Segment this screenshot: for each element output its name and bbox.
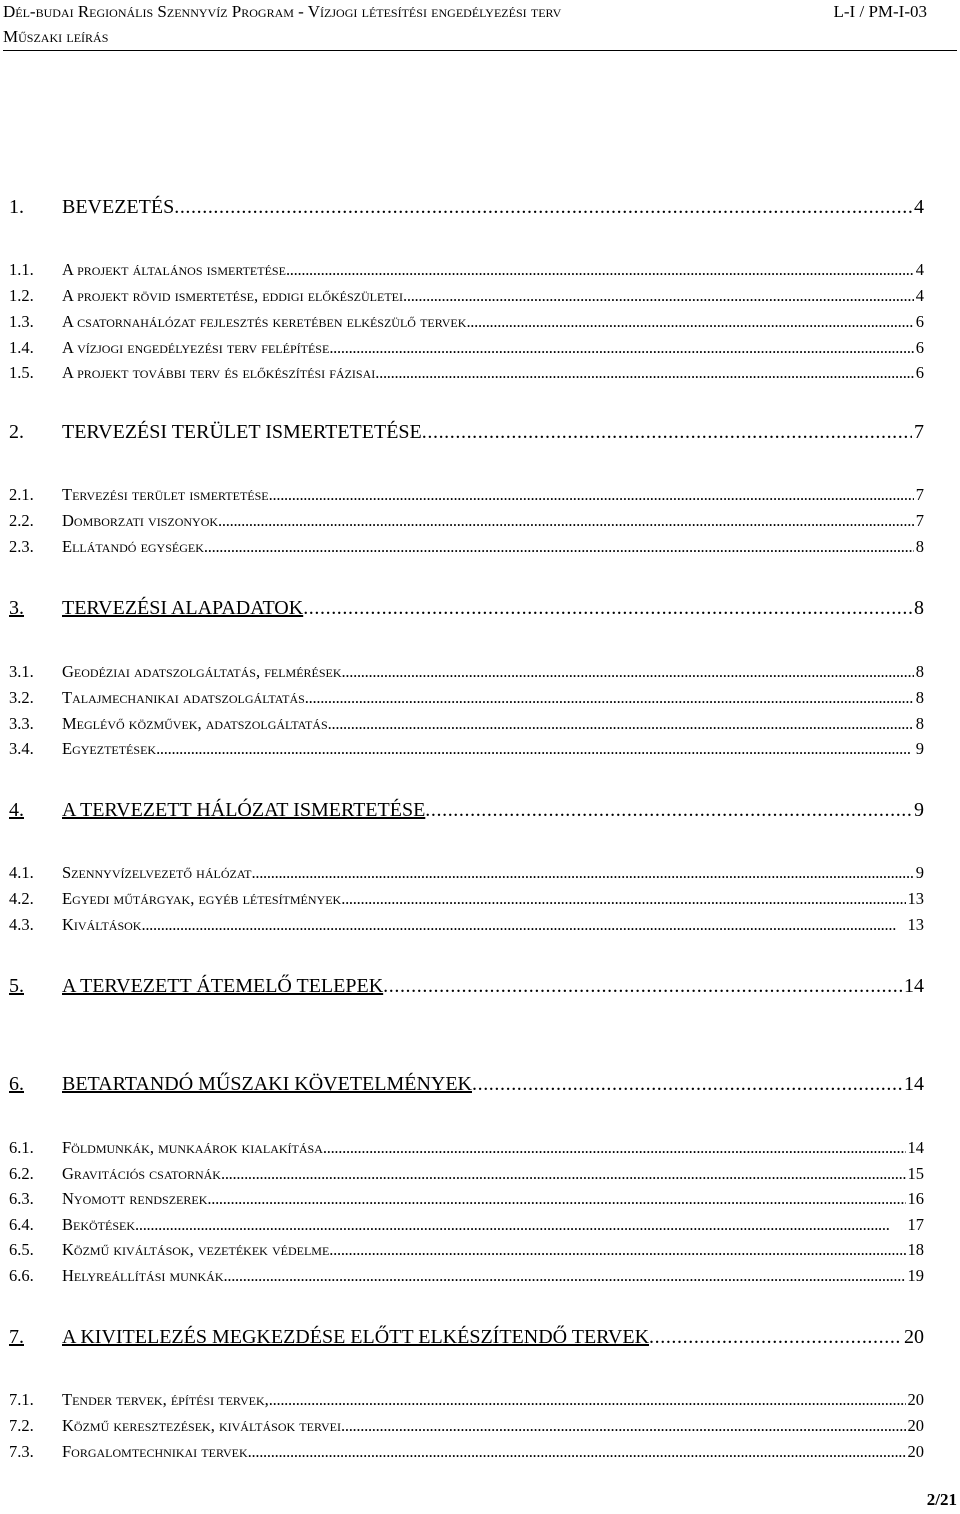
toc-leader	[323, 1138, 906, 1158]
toc-entry-6-1[interactable]	[9, 1138, 924, 1158]
toc-page: 8	[915, 714, 924, 733]
toc-title: TERVEZÉSI ALAPADATOK	[62, 597, 304, 619]
toc-title: Domborzati viszonyok	[62, 511, 219, 530]
toc-entry-7-3[interactable]	[9, 1442, 924, 1462]
toc-leader	[218, 511, 914, 531]
toc-entry-7-2[interactable]	[9, 1416, 924, 1436]
toc-title: Helyreállítási munkák	[62, 1266, 224, 1285]
toc-title: Forgalomtechnikai tervek	[62, 1442, 248, 1461]
toc-entry-6-6[interactable]	[9, 1266, 924, 1286]
toc-number: 1.4.	[9, 338, 34, 357]
toc-entry-2[interactable]	[9, 421, 924, 444]
toc-page: 4	[915, 260, 924, 279]
toc-entry-3-1[interactable]	[9, 662, 924, 682]
toc-number: 4.3.	[9, 915, 34, 934]
toc-leader	[329, 1240, 905, 1260]
toc-leader	[286, 260, 914, 280]
toc-title: Földmunkák, munkaárok kialakítása	[62, 1138, 323, 1157]
toc-entry-4[interactable]	[9, 799, 924, 822]
toc-title: A projekt rövid ismertetése, eddigi előkészületei	[62, 286, 403, 305]
toc-number: 3.	[9, 597, 24, 619]
toc-page: 14	[904, 1073, 924, 1095]
toc-entry-1[interactable]	[9, 196, 924, 219]
toc-number: 1.5.	[9, 363, 34, 382]
toc-title: Gravitációs csatornák	[62, 1164, 221, 1183]
toc-entry-1-4[interactable]	[9, 338, 924, 358]
toc-leader	[383, 975, 902, 998]
toc-entry-2-2[interactable]	[9, 511, 924, 531]
toc-leader	[466, 312, 913, 332]
toc-title: Geodéziai adatszolgáltatás, felmérések	[62, 662, 342, 681]
toc-page: 8	[915, 688, 924, 707]
toc-leader	[472, 1073, 902, 1096]
toc-leader	[375, 363, 914, 383]
toc-entry-3[interactable]	[9, 597, 924, 620]
page-number: 2/21	[926, 1490, 957, 1509]
toc-number: 7.2.	[9, 1416, 34, 1435]
toc-entry-6-4[interactable]	[9, 1215, 924, 1235]
toc-page: 18	[907, 1240, 924, 1259]
toc-leader	[135, 1215, 906, 1235]
toc-page: 9	[915, 863, 924, 882]
toc-title: Közmű kiváltások, vezetékek védelme	[62, 1240, 330, 1259]
toc-number: 3.1.	[9, 662, 34, 681]
toc-number: 7.	[9, 1326, 24, 1348]
toc-page: 20	[907, 1416, 924, 1435]
toc-page: 6	[915, 338, 924, 357]
toc-number: 3.3.	[9, 714, 34, 733]
toc-page: 8	[915, 537, 924, 556]
toc-number: 3.2.	[9, 688, 34, 707]
toc-page: 13	[907, 915, 924, 934]
toc-leader	[224, 1266, 906, 1286]
toc-title: Meglévő közművek, adatszolgáltatás	[62, 714, 328, 733]
toc-page: 14	[907, 1138, 924, 1157]
toc-entry-6-5[interactable]	[9, 1240, 924, 1260]
toc-number: 7.1.	[9, 1390, 34, 1409]
toc-entry-3-3[interactable]	[9, 714, 924, 734]
toc-title: Egyeztetések	[62, 739, 157, 758]
toc-leader	[425, 799, 912, 822]
toc-entry-4-1[interactable]	[9, 863, 924, 883]
toc-number: 3.4.	[9, 739, 34, 758]
toc-page: 19	[907, 1266, 924, 1285]
toc-leader	[422, 421, 912, 444]
toc-page: 6	[915, 363, 924, 382]
toc-entry-6-3[interactable]	[9, 1189, 924, 1209]
toc-title: Tender tervek, építési tervek,	[62, 1390, 269, 1409]
toc-number: 1.1.	[9, 260, 34, 279]
toc-title: A TERVEZETT HÁLÓZAT ISMERTETÉSE	[62, 799, 426, 821]
toc-title: A projekt általános ismertetése	[62, 260, 286, 279]
toc-leader	[341, 1416, 906, 1436]
toc-number: 6.	[9, 1073, 24, 1095]
toc-leader	[305, 688, 914, 708]
toc-page: 8	[915, 662, 924, 681]
toc-number: 6.1.	[9, 1138, 34, 1157]
toc-page: 7	[914, 421, 924, 443]
toc-number: 1.	[9, 196, 24, 218]
toc-entry-1-3[interactable]	[9, 312, 924, 332]
toc-entry-5[interactable]	[9, 975, 924, 998]
header-document-code: L-I / PM-I-03	[833, 2, 927, 21]
toc-entry-2-3[interactable]	[9, 537, 924, 557]
toc-entry-3-4[interactable]	[9, 739, 924, 759]
toc-leader	[204, 537, 914, 557]
toc-entry-4-3[interactable]	[9, 915, 924, 935]
toc-number: 2.	[9, 421, 24, 443]
toc-page: 7	[915, 485, 924, 504]
header-subtitle: Műszaki leírás	[3, 27, 957, 51]
toc-page: 9	[915, 739, 924, 758]
toc-page: 6	[915, 312, 924, 331]
toc-number: 2.3.	[9, 537, 34, 556]
toc-leader	[156, 739, 914, 759]
toc-number: 6.2.	[9, 1164, 34, 1183]
toc-leader	[269, 485, 914, 505]
toc-leader	[207, 1189, 905, 1209]
toc-title: Talajmechanikai adatszolgáltatás	[62, 688, 305, 707]
toc-number: 5.	[9, 975, 24, 997]
toc-leader	[269, 1390, 906, 1410]
toc-number: 6.3.	[9, 1189, 34, 1208]
toc-leader	[341, 889, 905, 909]
toc-title: A projekt további terv és előkészítési fázisai	[62, 363, 376, 382]
toc-leader	[329, 338, 913, 358]
running-header	[3, 2, 957, 22]
toc-entry-6-2[interactable]	[9, 1164, 924, 1184]
toc-leader	[342, 662, 914, 682]
toc-leader	[252, 863, 914, 883]
toc-number: 6.5.	[9, 1240, 34, 1259]
toc-page: 20	[907, 1390, 924, 1409]
toc-page: 16	[907, 1189, 924, 1208]
toc-title: Nyomott rendszerek	[62, 1189, 208, 1208]
toc-page: 7	[915, 511, 924, 530]
toc-page: 20	[907, 1442, 924, 1461]
toc-title: A KIVITELEZÉS MEGKEZDÉSE ELŐTT ELKÉSZÍTENDŐ TERVEK	[62, 1326, 650, 1348]
toc-entry-7-1[interactable]	[9, 1390, 924, 1410]
toc-leader	[328, 714, 914, 734]
toc-title: Bekötések	[62, 1215, 135, 1234]
toc-page: 14	[904, 975, 924, 997]
toc-title: A csatornahálózat fejlesztés keretében elkészülő tervek	[62, 312, 467, 331]
toc-leader	[141, 915, 905, 935]
toc-entry-2-1[interactable]	[9, 485, 924, 505]
toc-title: TERVEZÉSI TERÜLET ISMERTETETÉSE	[62, 421, 422, 443]
toc-leader	[649, 1326, 902, 1349]
toc-page: 4	[915, 286, 924, 305]
toc-entry-1-5[interactable]	[9, 363, 924, 383]
toc-page: 9	[914, 799, 924, 821]
toc-title: Szennyvízelvezető hálózat	[62, 863, 252, 882]
toc-number: 4.2.	[9, 889, 34, 908]
toc-title: Egyedi műtárgyak, egyéb létesítmények	[62, 889, 342, 908]
toc-number: 1.3.	[9, 312, 34, 331]
toc-entry-1-2[interactable]	[9, 286, 924, 306]
toc-title: BETARTANDÓ MŰSZAKI KÖVETELMÉNYEK	[62, 1073, 472, 1095]
toc-number: 7.3.	[9, 1442, 34, 1461]
toc-entry-7[interactable]	[9, 1326, 924, 1349]
toc-title: A TERVEZETT ÁTEMELŐ TELEPEK	[62, 975, 384, 997]
header-title: Dél-budai Regionális Szennyvíz Program - Vízjogi létesítési engedélyezési terv	[3, 2, 562, 21]
toc-page: 15	[907, 1164, 924, 1183]
toc-title: Tervezési terület ismertetése	[62, 485, 269, 504]
toc-leader	[174, 196, 912, 219]
toc-title: Kiváltások	[62, 915, 142, 934]
toc-number: 2.2.	[9, 511, 34, 530]
toc-leader	[303, 597, 912, 620]
toc-page: 20	[904, 1326, 924, 1348]
toc-entry-1-1[interactable]	[9, 260, 924, 280]
toc-entry-6[interactable]	[9, 1073, 924, 1096]
toc-number: 4.1.	[9, 863, 34, 882]
toc-title: BEVEZETÉS	[62, 196, 175, 218]
toc-page: 17	[907, 1215, 924, 1234]
toc-title: Közmű keresztezések, kiváltások tervei	[62, 1416, 341, 1435]
toc-number: 6.4.	[9, 1215, 34, 1234]
toc-entry-3-2[interactable]	[9, 688, 924, 708]
toc-number: 1.2.	[9, 286, 34, 305]
toc-page: 8	[914, 597, 924, 619]
toc-title: A vízjogi engedélyezési terv felépítése	[62, 338, 330, 357]
toc-leader	[248, 1442, 906, 1462]
toc-leader	[221, 1164, 906, 1184]
toc-number: 2.1.	[9, 485, 34, 504]
toc-page: 13	[907, 889, 924, 908]
toc-page: 4	[914, 196, 924, 218]
toc-number: 4.	[9, 799, 24, 821]
toc-title: Ellátandó egységek	[62, 537, 204, 556]
toc-leader	[403, 286, 914, 306]
toc-number: 6.6.	[9, 1266, 34, 1285]
toc-entry-4-2[interactable]	[9, 889, 924, 909]
